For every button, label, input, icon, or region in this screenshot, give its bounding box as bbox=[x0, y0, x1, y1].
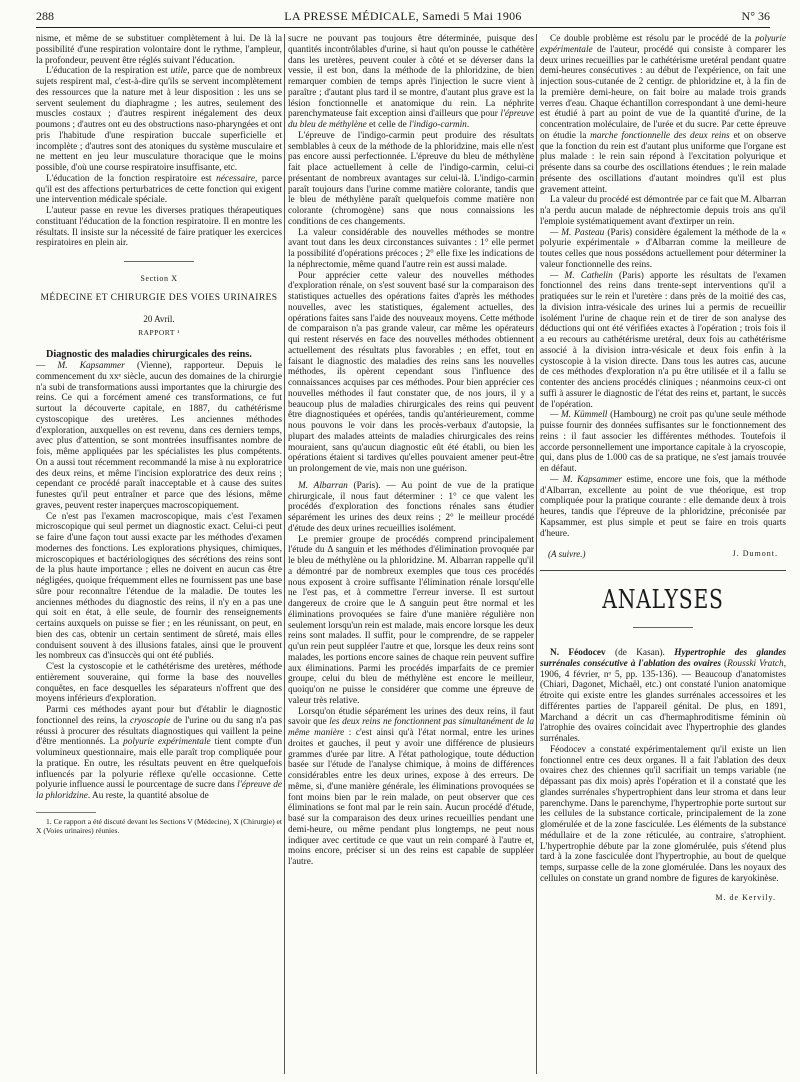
rapport-label: RAPPORT ¹ bbox=[138, 328, 180, 338]
paragraph: Ce n'est pas l'examen macroscopique, mais c'est l'examen microscopique qui seul permet un diagnostic exact. Celui-ci peut se faire d'une façon tout aussi exacte par les méthodes d'examen modernes des fonctions. Les explorations physiques, chimiques, microscopiques et bactériologiques des sécrétions des reins sont de la plus haute importance ; elles ne doivent en aucun cas être négligées, quoique fréquemment elles ne fournissent pas une base sûre pour reconnaître l'étendue de la maladie. De toutes les anciennes méthodes du diagnostic des reins, il n'y en a pas une qui soit en état, à elle seule, de fournir des renseignements certains auxquels on puisse se fier ; en les réunissant, on peut, en bien des cas, obtenir un certain sentiment de sûreté, mais elles conduisent souvent à des illusions fatales, ainsi que le prouvent les nombreux cas d'insuccès qui ont été publiés. bbox=[36, 511, 282, 662]
column-3 bbox=[540, 34, 786, 1074]
signature: M. de Kervily. bbox=[715, 892, 776, 902]
page-header bbox=[36, 8, 770, 24]
paragraph bbox=[288, 34, 534, 131]
text: et celle de bbox=[366, 120, 410, 130]
emphasis: cryoscopie bbox=[129, 715, 171, 726]
paragraph bbox=[540, 475, 786, 540]
issue-number: N° 36 bbox=[741, 9, 770, 23]
paragraph: Le premier groupe de procédés comprend principalement l'étude du Δ sanguin et les méthodes d'élimination provoquée par le bleu de méthylène ou la phloridzine. M. Albarran rappelle qu'il a démontré par de nombreux exemples que tous ces procédés nous exposent à croire suffisante l'élimination rénale lorsqu'elle ne l'est pas, et à commettre l'erreur inverse. Il est surtout dangereux de croire que le Δ sanguin peut être normal et les éliminations provoquées se faire d'une manière régulière non seulement lorsqu'un rein est malade, mais encore lorsque les deux reins sont malades. Il suffit, pour le comprendre, de se rappeler qu'un rein peut suppléer l'autre et que, lorsque les deux reins sont malades, les portions encore saines de chaque rein peuvent suffire aux éliminations. Parmi les procédés imparfaits de ce premier groupe, celui du bleu de méthylène est encore le meilleur, quoiqu'on ne puisse le considérer que comme une épreuve de valeur très relative. bbox=[288, 534, 534, 706]
signature: J. Dumont. bbox=[732, 549, 778, 559]
analyses-heading: ANALYSES bbox=[602, 585, 724, 615]
paragraph bbox=[540, 410, 786, 475]
separator bbox=[124, 261, 194, 262]
emphasis: Rousski Vratch bbox=[727, 658, 784, 669]
text: (Paris) apporte les résultats de l'examen fonctionnel des reins dans trente-sept interventions qu'il a pratiquées sur le rein et l'uretère : dans près de la moitié des cas, la division intra-vésicale des urines lui a permis de recueillir isolément l'urine de chaque rein et de tirer de son analyse des déductions qui ont été vérifiées exactes à l'opération ; trois fois il a eu recours au cathétérisme uretéral, deux fois au cathétérisme associé à la division intra-vésicale et deux fois enfin à la cystoscopie à la vision directe. Dans tous les autres cas, aucune de ces méthodes d'exploration n'a pu être utilisée et il a fallu se contenter des anciens procédés cliniques ; néanmoins ceux-ci ont suffi à assurer le diagnostic de l'état des reins et, partant, le succès de l'opération. bbox=[540, 270, 786, 410]
paragraph: C'est la cystoscopie et le cathétérisme des uretères, méthode entièrement souveraine, qui forme la base des nouvelles conquêtes, en face desquelles les séparateurs n'offrent que des moyens inférieurs d'exploration. bbox=[36, 662, 282, 705]
paragraph: L'épreuve de l'indigo-carmin peut produire des résultats semblables à ceux de la méthode de la phloridzine, mais elle n'est pas encore aussi perfectionnée. L'épreuve du bleu de méthylène fait place actuellement à celle de l'indigo-carmin, celui-ci présentant de nombreux avantages sur celui-là. L'indigo-carmin paraît toujours dans l'urine comme matière colorante, tandis que le bleu de méthylène paraît quelquefois comme matière non colorante (chromogène) sans que nous connaissions les conditions de ces changements. bbox=[288, 130, 534, 227]
text: ( bbox=[720, 658, 728, 669]
text: L'éducation de la respiration est bbox=[46, 66, 171, 77]
author-name: N. Féodocev bbox=[550, 648, 606, 658]
text: de l'auteur, procédé qui consiste à comparer les deux urines recueillies par le cathétérisme uretéral pendant quatre demi-heures consécutives : au début de l'expérience, on fait une injection sous-cutanée de 2 centigr. de phloridzine et, à la fin de la première demi-heure, on fait boire au malade trois grands verres d'eau. Chaque échantillon correspondant à une demi-heure est étudié à part au point de vue de la quantité d'urine, de la concentration moléculaire, de l'urée et du sucre. Par cette épreuve on étudie la bbox=[540, 44, 786, 141]
emphasis: l'épreuve de la phloridzine bbox=[36, 780, 282, 801]
section-rule bbox=[540, 570, 786, 571]
column-2 bbox=[288, 34, 534, 1074]
text: de l'urine ou du sang n'a pas réussi à procurer des résultats diagnostiques qui vaillent la peine d'être mentionnés. La bbox=[36, 715, 282, 748]
paragraph: Féodocev a constaté expérimentalement qu'il existe un lien fonctionnel entre ces deux organes. Il a fait l'ablation des deux ovaires chez des chiennes qu'il sacrifiait un temps variable (ne dépassant pas dix mois) après l'opération et il a constaté que les glandes surrénales s'hypertrophient dans leur stroma et dans leur parenchyme. Dans le parenchyme, l'hypertrophie porte surtout sur les cellules de la substance corticale, principalement de la zone glomérulée et de la zone fasciculée. Les éléments de la substance médullaire et de la zone réticulée, au contraire, s'atrophient. L'hypertrophie débute par la zone glomérulée, puis s'étend plus tard à la zone fasciculée dont l'hypertrophie, au bout de quelque temps, surpasse celle de la zone glomérulée. Dans les noyaux des cellules on constate un grand nombre de figures de karyokinèse. bbox=[540, 744, 786, 884]
text: Lorsqu'on étudie séparément les urines des deux reins, il faut savoir que bbox=[288, 706, 534, 728]
text: L'éducation de la fonction respiratoire est bbox=[46, 173, 217, 184]
text: , parce qu'il est des affections perturbatrices de cette fonction qui exigent une intervention médicale spéciale. bbox=[36, 173, 282, 206]
text: et on observe que la fonction du rein est d'autant plus uniforme que l'organe est plus malade : le rein sain répond à l'excitation polyurique et présente dans sa courbe des oscillations étendues ; le rein malade présente des oscillations d'autant moindres qu'il est plus gravement atteint. bbox=[540, 130, 786, 195]
text: . Au reste, la quantité absolue de bbox=[87, 791, 209, 801]
author-name: M. Kapsammer bbox=[57, 361, 125, 371]
text: estime, encore une fois, que la méthode d'Albarran, excellente au point de vue théorique, est trop compliquée pour la pratique courante : elle demande deux à trois heures, tandis que l'épreuve de la phloridzine, préconisée par Kapsammer, est plus simple et peut se faire en trois quarts d'heure. bbox=[540, 474, 786, 539]
text: . bbox=[466, 120, 470, 130]
author-name: — M. Cathelin bbox=[550, 270, 613, 281]
author-name: — M. Pasteau bbox=[550, 227, 605, 238]
text: : c'est ainsi qu'à l'état normal, entre les urines droites et gauches, il peut y avoir une différence de plusieurs grammes d'urée par litre. A l'état pathologique, toute déduction basée sur l'étude de l'analyse chimique, à moins de différences considérables entre les deux urines, expose à des erreurs. De même, si, d'une manière générale, les éliminations provoquées se font moins bien par le rein malade, on peut observer que ces éliminations se font mal par le rein sain. Aucun procédé d'étude, basé sur la comparaison des deux urines recueillies pendant une demi-heure, ou même pendant plus longtemps, ne peut nous indiquer avec certitude ce que vaut un rein comparé à l'autre et, moins encore, préciser si un des reins est capable de suppléer l'autre. bbox=[288, 728, 534, 867]
paragraph bbox=[288, 481, 534, 535]
text: tient compte d'un volumineux questionnaire, mais elle paraît trop compliquée pour la pratique. En outre, les résultats peuvent en être quelquefois influencés par la polyurie réflexe qu'elle occasionne. Cette polyurie influence aussi le pourcentage de sucre dans bbox=[36, 737, 282, 791]
footnote-rule bbox=[36, 812, 96, 813]
author-name: — M. Kapsammer bbox=[550, 474, 623, 485]
paragraph: — M. Kapsammer (Vienne), rapporteur. Depuis le commencement du xxᵉ siècle, aucun des domaines de la chirurgie n'a subi de transformations aussi importantes que la chirurgie des reins. Ce qui a forcément amené ces transformations, ce fut surtout la découverte capitale, en 1887, du cathétérisme cystoscopique des uretères. Les anciennes méthodes d'exploration, auxquelles on est revenu, dans ces derniers temps, avec plus d'attention, se sont montrées insuffisantes nombre de fois, même appliquées par les spécialistes les plus compétents. On a aussi tout récemment recommandé la mise à nu exploratrice des deux reins, et même l'incision exploratrice des deux reins ; cependant ce procédé paraît inacceptable et à cause des suites funestes qu'il peut entraîner et parce que des lésions, même graves, peuvent rester inaperçues macroscopiquement. bbox=[36, 361, 282, 511]
paragraph bbox=[36, 174, 282, 206]
text: (Paris) considère également la méthode de la « polyurie expérimentale » d'Albarran comme la meilleure de toutes celles que nous possédons actuellement pour déterminer la valeur fonctionnelle des reins. bbox=[540, 227, 786, 270]
paragraph: L'auteur passe en revue les diverses pratiques thérapeutiques constituant l'éducation de la fonction respiratoire. Il en montre les résultats. Il insiste sur la nécessité de faire pratiquer les exercices respiratoires en plein air. bbox=[36, 206, 282, 249]
section-title: MÉDECINE ET CHIRURGIE DES VOIES URINAIRES bbox=[40, 292, 278, 303]
paragraph bbox=[288, 707, 534, 868]
to-be-continued: (A suivre.) bbox=[548, 549, 586, 560]
emphasis: les deux reins ne fonctionnent pas simultanément de la même manière bbox=[288, 717, 534, 738]
text: (Hambourg) ne croit pas qu'une seule méthode puisse fournir des données suffisantes sur le fonctionnement des reins : il faut associer les différentes méthodes. Toutefois il accorde personnellement une importance capitale à la cryoscopie, qui, dans plus de 1.000 cas de sa pratique, ne s'est jamais trouvée en défaut. bbox=[540, 410, 786, 474]
emphasis: nécessaire bbox=[216, 173, 255, 184]
column-divider bbox=[284, 34, 285, 1074]
analysis-title: Hypertrophie des glandes surrénales consécutive à l'ablation des ovaires bbox=[540, 648, 786, 669]
emphasis: polyurie expérimentale bbox=[123, 737, 211, 748]
session-date: 20 Avril. bbox=[143, 313, 175, 324]
header-rule bbox=[36, 27, 770, 28]
author-name: M. Albarran bbox=[298, 480, 348, 491]
article-title: Diagnostic des maladies chirurgicales des reins. bbox=[46, 349, 252, 360]
paragraph: La valeur du procédé est démontrée par ce fait que M. Albarran n'a perdu aucun malade de néphrectomie depuis trois ans qu'il l'emploie systématiquement avant d'extirper un rein. bbox=[540, 195, 786, 227]
text: sucre ne pouvant pas toujours être déterminée, puisque des quantités incontrôlables d'urine, si haut qu'on pousse le cathétère dans les uretères, peuvent couler à côté et se déverser dans la vessie, il est bon, dans la méthode de la phloridzine, de bien remarquer combien de temps après l'injection le sucre vient à paraître ; d'autant plus tard il se montre, d'autant plus grave est la lésion fonctionnelle et anatomique du rein. La néphrite parenchymateuse fait exception ainsi d'ailleurs que pour bbox=[288, 34, 534, 120]
emphasis: l'indigo-carmin bbox=[409, 120, 467, 130]
paragraph bbox=[36, 705, 282, 802]
paragraph: nisme, et même de se substituer complètement à lui. De là la possibilité d'une respiration volontaire dont le rythme, l'ampleur, la profondeur, peuvent être réglés suivant l'éducation. bbox=[36, 34, 282, 66]
text: (Vienne), rapporteur. Depuis le commencement du xxᵉ siècle, aucun des domaines de la chirurgie n'a subi de transformations aussi importantes que la chirurgie des reins. Ce qui a forcément amené ces transformations, ce fut surtout la découverte capitale, en 1887, du cathétérisme cystoscopique des uretères. Les anciennes méthodes d'exploration, auxquelles on est revenu, dans ces derniers temps, avec plus d'attention, se sont montrées insuffisantes nombre de fois, même appliquées par les spécialistes les plus compétents. On a aussi tout récemment recommandé la mise à nu exploratrice des deux reins, et même l'incision exploratrice des deux reins ; cependant ce procédé paraît inacceptable et à cause des suites funestes qu'il peut entraîner et parce que des lésions, même graves, peuvent rester inaperçues macroscopiquement. bbox=[36, 361, 282, 511]
text: Ce double problème est résolu par le procédé de la bbox=[550, 34, 756, 44]
page-number: 288 bbox=[36, 9, 54, 23]
paragraph bbox=[540, 648, 786, 745]
paragraph bbox=[540, 34, 786, 195]
emphasis: polyurie expérimentale bbox=[540, 34, 786, 55]
paragraph bbox=[540, 271, 786, 411]
text: Parmi ces méthodes ayant pour but d'établir le diagnostic fonctionnel des reins, la bbox=[36, 705, 282, 726]
section-label: Section X bbox=[140, 274, 178, 283]
emphasis: marche fonctionnelle des deux reins bbox=[590, 130, 730, 141]
author-name: — M. Kümmell bbox=[550, 410, 608, 421]
column-divider bbox=[536, 34, 537, 1074]
continued-line bbox=[540, 549, 786, 560]
column-1 bbox=[36, 34, 282, 1074]
footnote: 1. Ce rapport a été discuté devant les Sections V (Médecine), X (Chirurgie) et X (Voies urinaires) réunies. bbox=[36, 816, 282, 835]
separator bbox=[633, 627, 693, 628]
paragraph: Pour apprécier cette valeur des nouvelles méthodes d'exploration rénale, on s'est souvent basé sur la comparaison des statistiques actuelles des opérations faites d'après les méthodes nouvelles, avec les statistiques, également actuelles, des opérations faites sans l'aide des nouveaux moyens. Cette méthode de comparaison n'a pas grande valeur, car même les opérateurs qui restent réservés en face des nouvelles méthodes obtiennent actuellement des résultats plus favorables ; en effet, tout en faisant le diagnostic des maladies des reins sans les nouvelles méthodes, ils opèrent cependant sous l'influence des connaissances acquises par ces méthodes. Pour bien apprécier ces nouvelles méthodes il faut constater que, de nos jours, il y a beaucoup plus de maladies chirurgicales des reins qui peuvent être diagnostiquées et opérées, tandis qu'antérieurement, comme nous pouvons le voir dans les procès-verbaux d'autopsie, la plupart des malades atteints de maladies chirurgicales des reins mouraient, sans qu'aucun diagnostic eût été établi, ou bien les opérations étaient si tardives qu'elles pouvaient amener peut-être un prolongement de vie, mais non une guérison. bbox=[288, 270, 534, 474]
emphasis: utile bbox=[170, 66, 188, 77]
journal-title: LA PRESSE MÉDICALE, Samedi 5 Mai 1906 bbox=[284, 9, 522, 23]
text: (Paris). — Au point de vue de la pratique chirurgicale, il nous faut déterminer : 1° ce que valent les procédés d'exploration des fonctions rénales sans étudier séparément les urines des deux reins ; 2° le meilleur procédé d'étude des deux urines recueillies isolément. bbox=[288, 480, 534, 534]
text: , 1906, 4 février, nᵒ 5, pp. 135-136). — Beaucoup d'anatomistes (Chiari, Dagonet, Michaël, etc.) ont constaté l'union anatomique étroite qui existe entre les glandes surrénales accessoires et les différentes parties de l'appareil génital. De plus, en 1891, Marchand a décrit un cas d'hermaphroditisme féminin où l'atrophie des ovaires coïncidait avec l'hypertrophie des glandes surrénales. bbox=[540, 658, 786, 744]
paragraph bbox=[36, 66, 282, 174]
text: , parce que de nombreux sujets respirent mal, c'est-à-dire qu'ils se servent incomplètement des ressources que la nature met à leur disposition : les uns se servent seulement du diaphragme ; les autres, seulement des muscles costaux ; d'autres respirent inégalement des deux poumons ; d'autres ont eu des obstructions naso-pharyngées et ont pris l'habitude d'une respiration buccale superficielle et incomplète ; d'autres sont des atoniques du système musculaire et ne mettent en jeu leur musculature thoracique que le moins possible, d'où une course respiratoire insuffisante, etc. bbox=[36, 66, 282, 173]
text: (de Kasan). bbox=[605, 648, 675, 658]
paragraph: La valeur considérable des nouvelles méthodes se montre avant tout dans les deux circonstances suivantes : 1° elle permet la possibilité d'opérations précoces ; 2° elle fixe les indications de la néphrectomie, même quand l'autre rein est aussi malade. bbox=[288, 227, 534, 270]
paragraph bbox=[540, 228, 786, 271]
emphasis: l'épreuve du bleu de méthylène bbox=[288, 109, 534, 130]
